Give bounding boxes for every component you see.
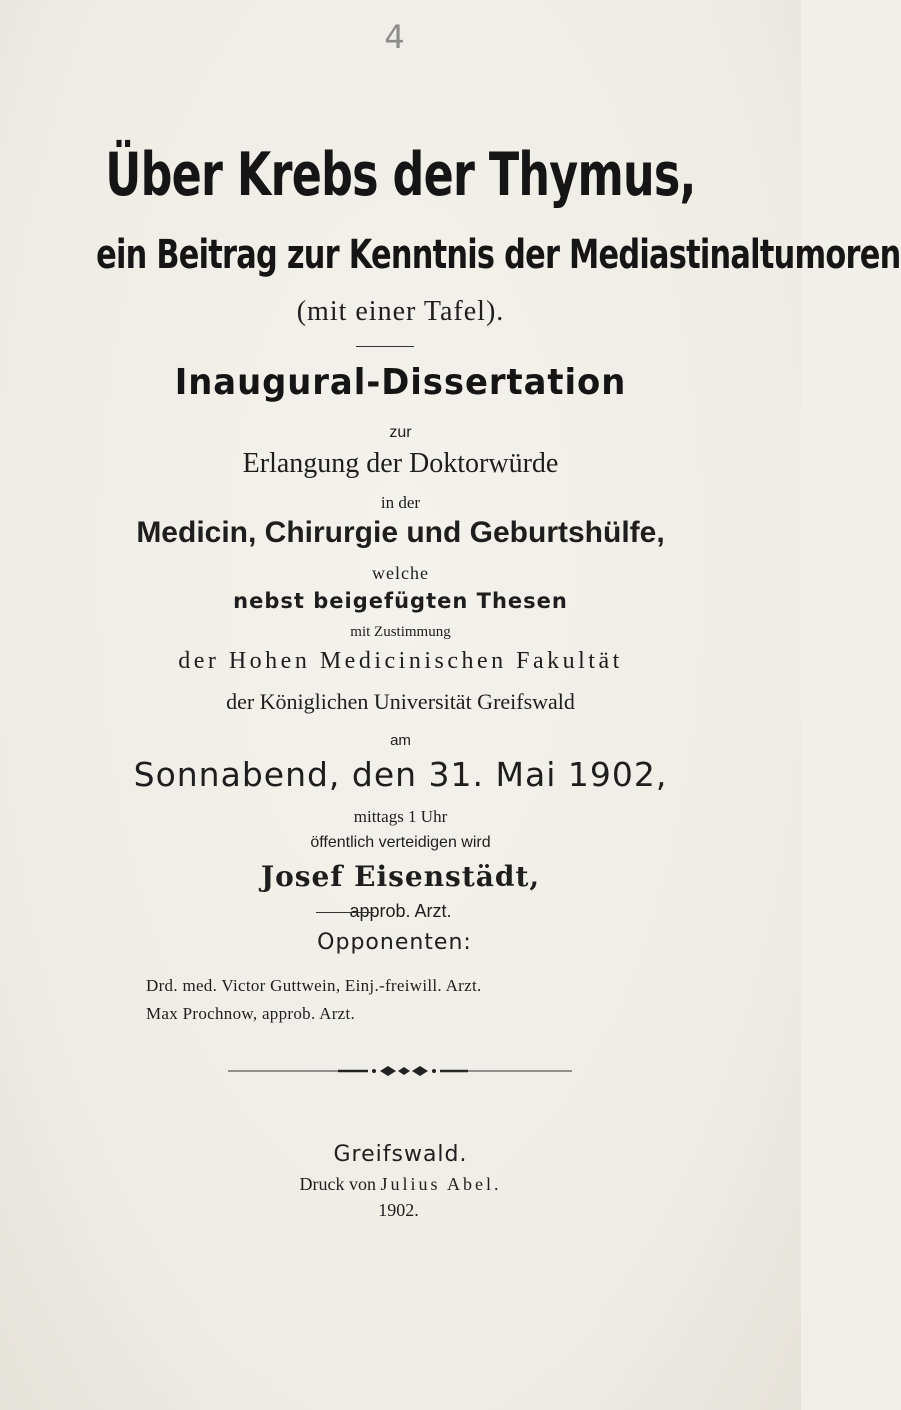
imprint-year: 1902. <box>378 1200 419 1220</box>
divider-rule <box>316 912 374 913</box>
author-title: approb. Arzt. <box>349 901 452 921</box>
divider-rule <box>356 346 414 347</box>
subtitle: ein Beitrag zur Kenntnis der Mediastinaltumoren <box>96 232 901 278</box>
opponent-name: Max Prochnow, approb. Arzt. <box>146 1004 356 1023</box>
author-name: Josef Eisenstädt, <box>260 860 541 893</box>
faculty-text: der Hohen Medicinischen Fakultät <box>178 648 623 674</box>
defense-time: mittags 1 Uhr <box>353 807 448 826</box>
theses-text: nebst beigefügten Thesen <box>233 589 568 613</box>
title-note: (mit einer Tafel). <box>296 296 505 327</box>
zur-text: zur <box>389 424 412 441</box>
printer-name: Julius Abel. <box>380 1174 502 1194</box>
imprint-city: Greifswald. <box>333 1142 468 1167</box>
page-number: 4 <box>384 18 405 56</box>
purpose-text: Erlangung der Doktorwürde <box>242 448 559 479</box>
main-title: Über Krebs der Thymus, <box>105 140 696 210</box>
welche-text: welche <box>372 563 429 583</box>
faculty-fields: Medicin, Chirurgie und Geburtshülfe, <box>136 516 665 549</box>
in-der-text: in der <box>380 493 421 512</box>
imprint-printer <box>0 1174 801 1195</box>
printer-prefix: Druck von <box>299 1174 376 1194</box>
defense-date: Sonnabend, den 31. Mai 1902, <box>133 755 668 794</box>
defend-text: öffentlich verteidigen wird <box>310 834 491 851</box>
opponent-name: Drd. med. Victor Guttwein, Einj.-freiwill. Arzt. <box>146 976 482 995</box>
opponents-heading: Opponenten: <box>317 930 472 955</box>
ornament-divider-icon <box>228 1064 572 1078</box>
consent-text: mit Zustimmung <box>350 624 451 640</box>
am-text: am <box>390 732 411 749</box>
dissertation-heading: Inaugural-Dissertation <box>174 362 627 403</box>
university-text: der Königlichen Universität Greifswald <box>226 689 575 714</box>
